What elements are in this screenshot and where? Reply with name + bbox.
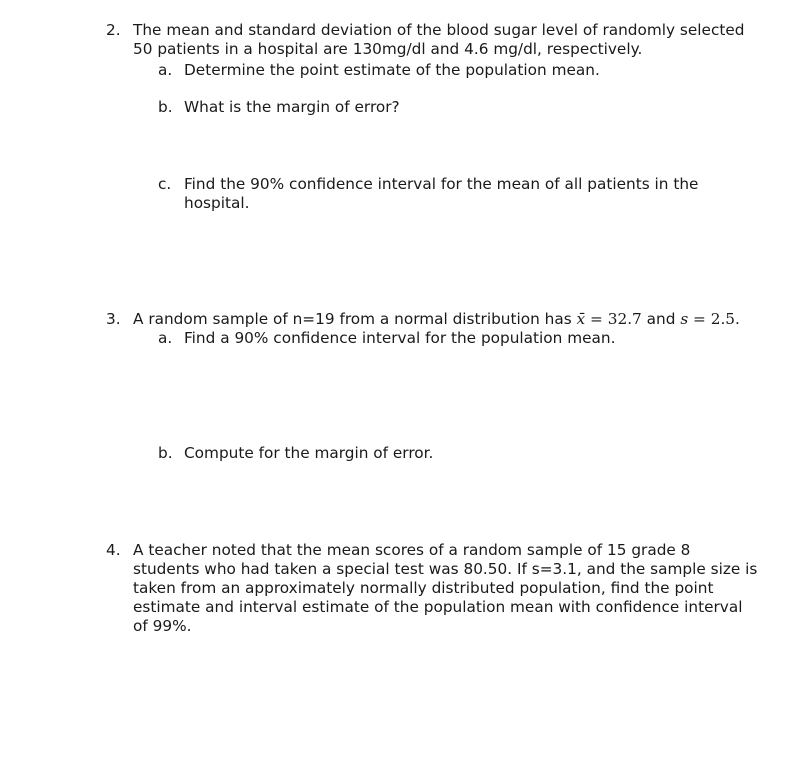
question-stem-line: The mean and standard deviation of the blood sugar level of randomly selected [133, 21, 745, 39]
question-number: 3. [106, 310, 121, 328]
part-letter: a. [158, 329, 173, 347]
question-stem-line: students who had taken a special test was 80.50. If s=3.1, and the sample size is [133, 560, 758, 578]
s-value: = 2.5 [688, 310, 736, 328]
part-letter: a. [158, 61, 173, 79]
part-text: Compute for the margin of error. [184, 444, 434, 462]
part-text: Determine the point estimate of the population mean. [184, 61, 600, 79]
question-number: 2. [106, 21, 121, 39]
part-text: hospital. [184, 194, 250, 212]
part-text: Find a 90% confidence interval for the population mean. [184, 329, 616, 347]
stem-text: and [641, 310, 681, 328]
question-stem-line [133, 310, 740, 328]
question-stem-line: estimate and interval estimate of the population mean with confidence interval [133, 598, 743, 616]
question-stem-line: 50 patients in a hospital are 130mg/dl and 4.6 mg/dl, respectively. [133, 40, 643, 58]
part-text: Find the 90% confidence interval for the mean of all patients in the [184, 175, 699, 193]
question-stem-line: A teacher noted that the mean scores of a random sample of 15 grade 8 [133, 541, 691, 559]
xbar-value: = 32.7 [585, 310, 642, 328]
question-number: 4. [106, 541, 121, 559]
part-letter: b. [158, 98, 173, 116]
stem-text: . [735, 310, 740, 328]
part-letter: b. [158, 444, 173, 462]
question-stem-line: of 99%. [133, 617, 192, 635]
stem-text: A random sample of n=19 from a normal distribution has [133, 310, 577, 328]
question-stem-line: taken from an approximately normally distributed population, find the point [133, 579, 714, 597]
part-letter: c. [158, 175, 172, 193]
part-text: What is the margin of error? [184, 98, 400, 116]
s-symbol: s [680, 310, 689, 328]
xbar-symbol: x̄ [576, 310, 586, 328]
